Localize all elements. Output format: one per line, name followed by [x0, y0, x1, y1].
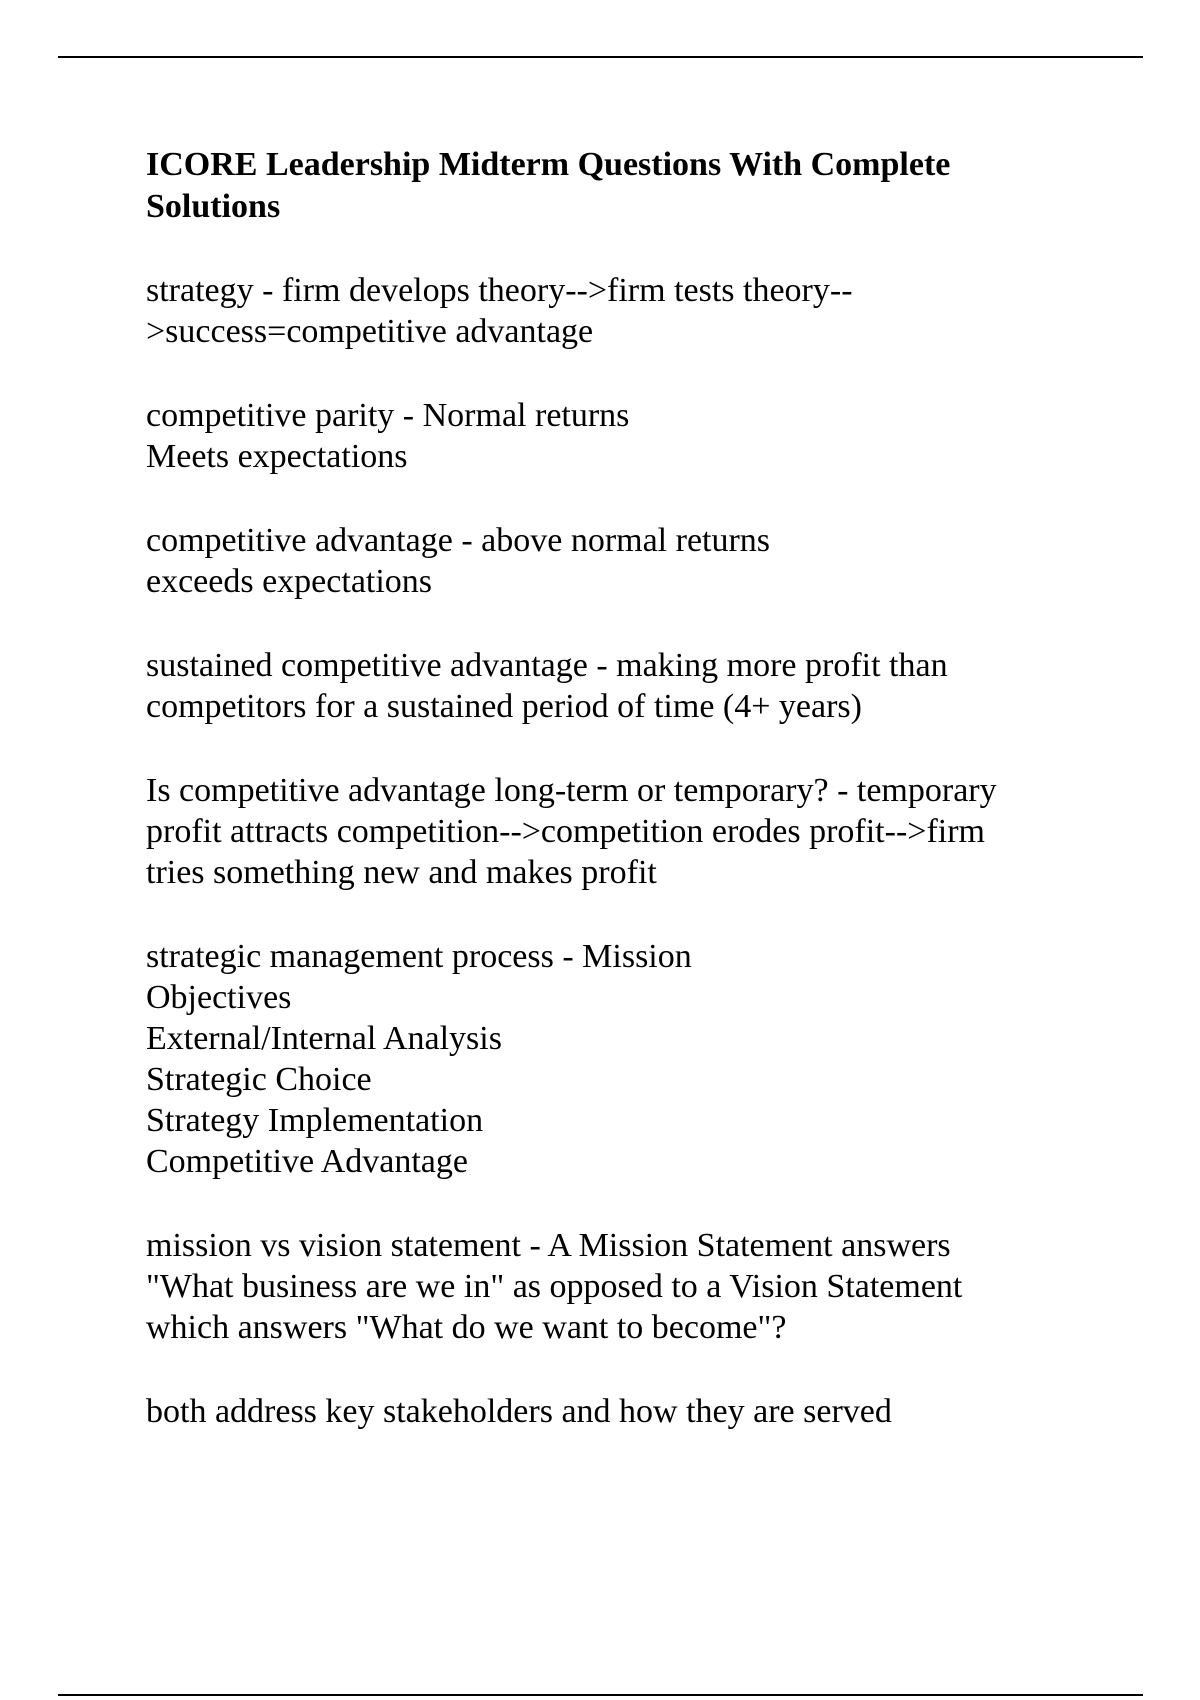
entry-line: Objectives	[146, 979, 292, 1016]
document-body	[146, 144, 1086, 1432]
entry-line: strategic management process - Mission	[146, 938, 692, 975]
qa-entry-competitive-advantage	[146, 520, 1086, 602]
entry-line: tries something new and makes profit	[146, 854, 657, 891]
qa-entry-sustained-advantage	[146, 645, 1086, 727]
title-line: Solutions	[146, 188, 281, 225]
title-line: ICORE Leadership Midterm Questions With Complete	[146, 146, 951, 183]
entry-line: Strategic Choice	[146, 1061, 372, 1098]
entry-line: >success=competitive advantage	[146, 313, 594, 350]
entry-line: External/Internal Analysis	[146, 1020, 502, 1057]
entry-line: competitive advantage - above normal returns	[146, 522, 771, 559]
qa-entry-strategic-management-process	[146, 936, 1086, 1182]
entry-line: "What business are we in" as opposed to a Vision Statement	[146, 1268, 963, 1305]
entry-line: Is competitive advantage long-term or temporary? - temporary	[146, 772, 997, 809]
entry-line: Meets expectations	[146, 438, 408, 475]
qa-entry-competitive-parity	[146, 395, 1086, 477]
entry-line: sustained competitive advantage - making more profit than	[146, 647, 948, 684]
entry-line: both address key stakeholders and how they are served	[146, 1393, 892, 1430]
entry-line: exceeds expectations	[146, 563, 433, 600]
entry-line: profit attracts competition-->competition erodes profit-->firm	[146, 813, 985, 850]
qa-entry-stakeholders	[146, 1391, 1086, 1432]
entry-line: Competitive Advantage	[146, 1143, 468, 1180]
entry-line: Strategy Implementation	[146, 1102, 484, 1139]
entry-line: strategy - firm develops theory-->firm tests theory--	[146, 272, 853, 309]
entry-line: mission vs vision statement - A Mission Statement answers	[146, 1227, 951, 1264]
entry-line: competitive parity - Normal returns	[146, 397, 630, 434]
qa-entry-strategy	[146, 270, 1086, 352]
document-title	[146, 144, 1086, 228]
top-divider	[58, 56, 1143, 58]
qa-entry-mission-vs-vision	[146, 1225, 1086, 1348]
entry-line: which answers "What do we want to become"?	[146, 1309, 787, 1346]
entry-line: competitors for a sustained period of time (4+ years)	[146, 688, 862, 725]
qa-entry-long-term-or-temporary	[146, 770, 1086, 893]
bottom-divider	[58, 1694, 1143, 1696]
